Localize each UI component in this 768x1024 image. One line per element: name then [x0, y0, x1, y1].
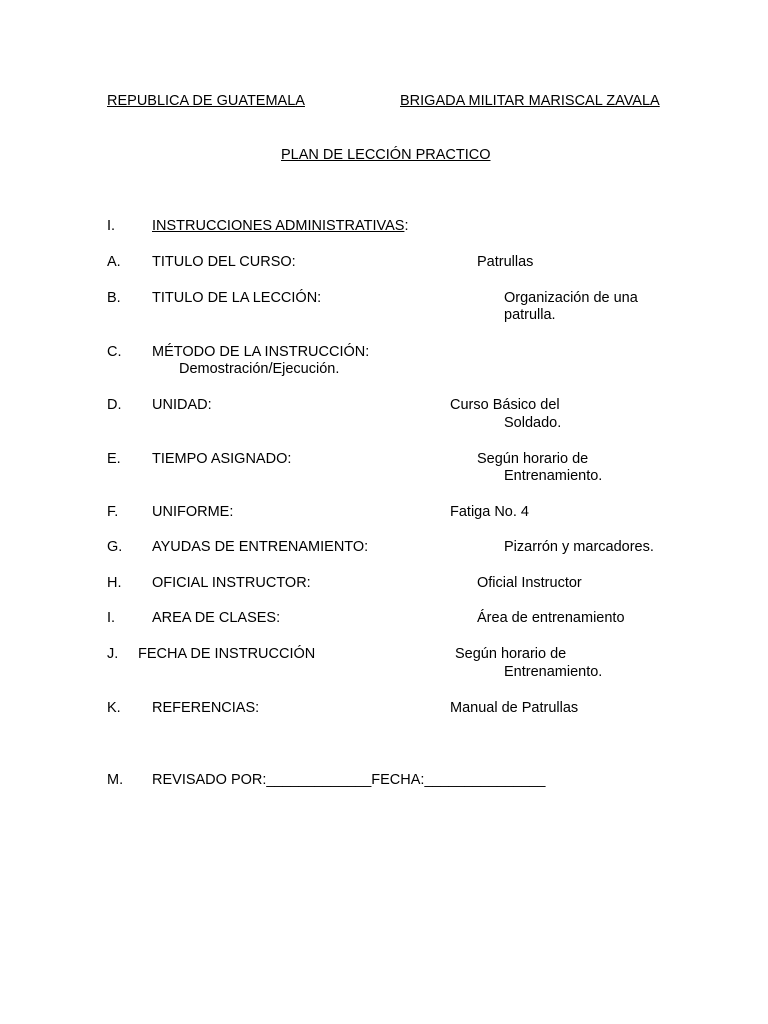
item-j-value-line1: Según horario de [455, 646, 567, 662]
item-f-value: Fatiga No. 4 [450, 504, 529, 520]
item-a-label: TITULO DEL CURSO: [152, 254, 296, 270]
section-heading [152, 217, 408, 235]
item-g-value: Pizarrón y marcadores. [504, 539, 654, 555]
item-c-value: Demostración/Ejecución. [179, 361, 340, 377]
section-colon: : [404, 218, 409, 234]
item-d-value-line2: Soldado. [504, 415, 562, 431]
item-d-letter: D. [107, 397, 122, 413]
item-b-value-line1: Organización de una [504, 290, 638, 306]
review-line [152, 771, 545, 789]
review-letter: M. [107, 772, 124, 788]
header-right: BRIGADA MILITAR MARISCAL ZAVALA [400, 93, 660, 109]
item-h-letter: H. [107, 575, 122, 591]
item-g-letter: G. [107, 539, 123, 555]
reviewed-by-label: REVISADO POR: [152, 772, 267, 788]
header-left: REPUBLICA DE GUATEMALA [107, 93, 305, 109]
item-h-label: OFICIAL INSTRUCTOR: [152, 575, 311, 591]
item-e-letter: E. [107, 451, 121, 467]
item-b-label: TITULO DE LA LECCIÓN: [152, 290, 322, 306]
item-e-value-line1: Según horario de [477, 451, 589, 467]
item-j-value-line2: Entrenamiento. [504, 664, 603, 680]
item-a-value: Patrullas [477, 254, 534, 270]
item-k-letter: K. [107, 700, 121, 716]
item-c-letter: C. [107, 344, 122, 360]
date-label: FECHA: [371, 772, 425, 788]
item-a-letter: A. [107, 254, 121, 270]
item-i-letter: I. [107, 610, 116, 626]
item-i-label: AREA DE CLASES: [152, 610, 281, 626]
item-e-value-line2: Entrenamiento. [504, 468, 603, 484]
reviewed-by-blank: _____________ [266, 772, 372, 788]
item-i-value: Área de entrenamiento [477, 610, 625, 626]
item-e-label: TIEMPO ASIGNADO: [152, 451, 292, 467]
section-number: I. [107, 218, 116, 234]
item-j-label: FECHA DE INSTRUCCIÓN [138, 646, 316, 662]
item-c-label: MÉTODO DE LA INSTRUCCIÓN: [152, 344, 370, 360]
section-title: INSTRUCCIONES ADMINISTRATIVAS [152, 218, 405, 234]
date-blank: _______________ [424, 772, 546, 788]
item-b-value-line2: patrulla. [504, 307, 556, 323]
document-title: PLAN DE LECCIÓN PRACTICO [281, 147, 491, 163]
item-j-letter: J. [107, 646, 119, 662]
item-k-value: Manual de Patrullas [450, 700, 579, 716]
item-d-value-line1: Curso Básico del [450, 397, 560, 413]
item-k-label: REFERENCIAS: [152, 700, 260, 716]
item-b-letter: B. [107, 290, 121, 306]
item-h-value: Oficial Instructor [477, 575, 582, 591]
item-d-label: UNIDAD: [152, 397, 212, 413]
item-f-letter: F. [107, 504, 119, 520]
item-g-label: AYUDAS DE ENTRENAMIENTO: [152, 539, 369, 555]
item-f-label: UNIFORME: [152, 504, 234, 520]
